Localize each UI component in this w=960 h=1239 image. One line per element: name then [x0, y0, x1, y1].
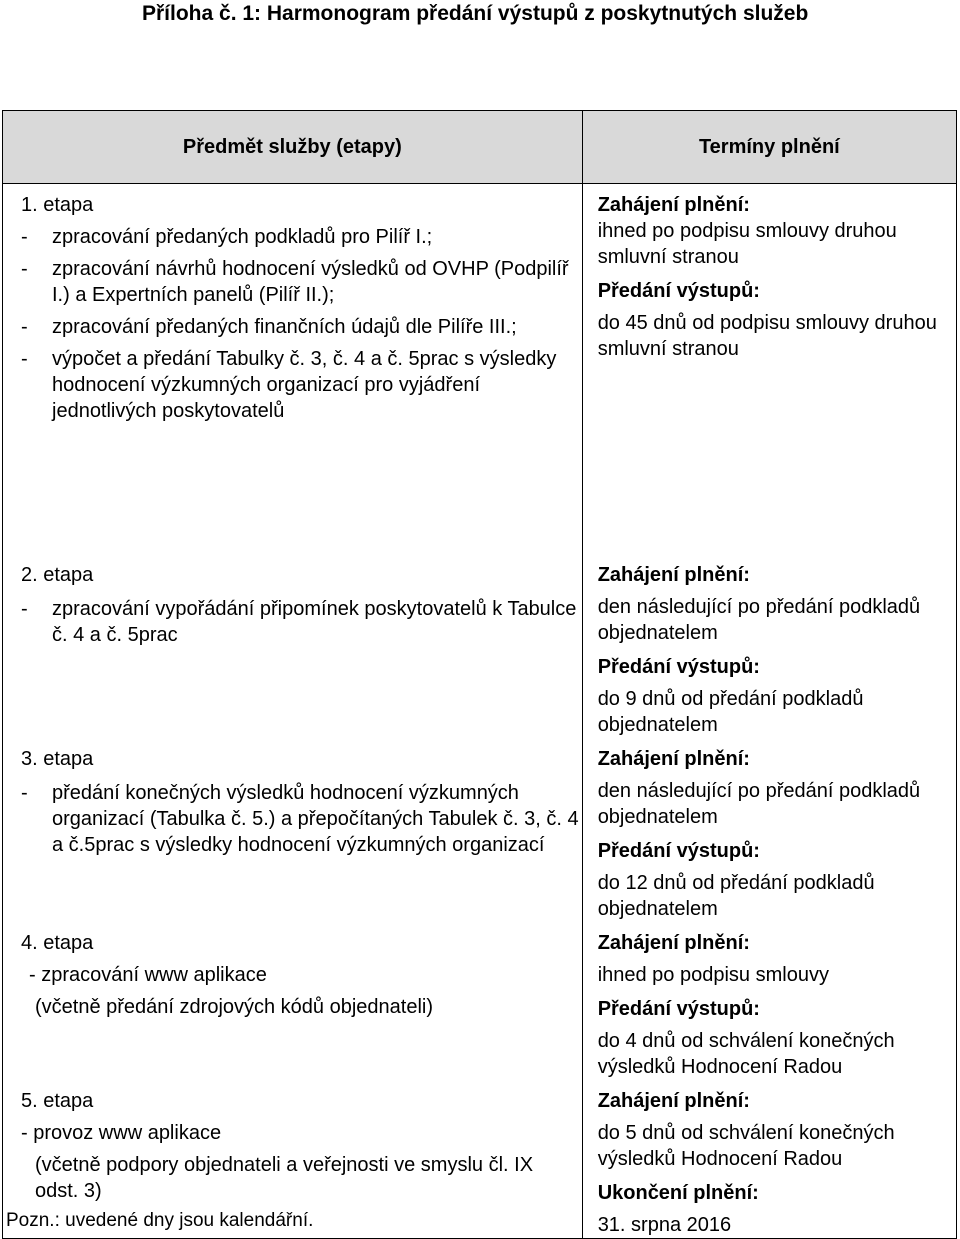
terms-4 [583, 930, 956, 1080]
terms-2 [583, 562, 956, 738]
list-item: - předání konečných výsledků hodnocení výzkumných organizací (Tabulka č. 5.) a přepočítaných Tabulek č. 3, č. 4 a č.5prac s výsledky hodnocení výzkumných organizací [21, 782, 579, 856]
term-value: 31. srpna 2016 [597, 1214, 732, 1236]
term-value: ihned po podpisu smlouvy druhou smluvní stranou [597, 220, 897, 268]
term-label: Zahájení plnění: [597, 194, 750, 216]
term-label: Předání výstupů: [597, 656, 760, 678]
term-label: Zahájení plnění: [597, 1090, 750, 1112]
stage-line: (včetně podpory objednateli a veřejnosti ve smyslu čl. IX odst. 3) [35, 1154, 534, 1202]
table-header-row [3, 111, 957, 184]
stage-line: - zpracování www aplikace [29, 964, 267, 986]
stage-1 [3, 192, 582, 424]
term-label: Předání výstupů: [597, 998, 760, 1020]
term-value: den následující po předání podkladů objednatelem [597, 596, 921, 644]
term-value: ihned po podpisu smlouvy [597, 964, 829, 986]
term-value: do 45 dnů od podpisu smlouvy druhou smluvní stranou [597, 312, 937, 360]
stage-4 [3, 930, 582, 1020]
term-label: Zahájení plnění: [597, 932, 750, 954]
footnote: Pozn.: uvedené dny jsou kalendářní. [6, 1210, 314, 1231]
term-label: Ukončení plnění: [597, 1182, 759, 1204]
list-item: - zpracování vypořádání připomínek poskytovatelů k Tabulce č. 4 a č. 5prac [21, 598, 577, 646]
stage-row-2 [3, 554, 957, 738]
stage-line: (včetně předání zdrojových kódů objednateli) [35, 996, 434, 1018]
terms-1 [583, 192, 956, 362]
stage-line: - provoz www aplikace [21, 1122, 222, 1144]
stage-title: 2. etapa [21, 564, 94, 586]
term-value: do 5 dnů od schválení konečných výsledků Hodnocení Radou [597, 1122, 895, 1170]
stage-title: 4. etapa [21, 932, 94, 954]
stage-row-4 [3, 922, 957, 1080]
document-title: Příloha č. 1: Harmonogram předání výstupů z poskytnutých služeb [142, 2, 809, 25]
term-value: do 4 dnů od schválení konečných výsledků Hodnocení Radou [597, 1030, 895, 1078]
list-item: - zpracování předaných podkladů pro Pilíř I.; [21, 226, 433, 248]
term-label: Předání výstupů: [597, 280, 760, 302]
stage-3 [3, 746, 582, 858]
stage-title: 5. etapa [21, 1090, 94, 1112]
header-terms: Termíny plnění [582, 111, 956, 184]
stage-2 [3, 562, 582, 648]
stage-row-3 [3, 738, 957, 922]
stage-title: 3. etapa [21, 748, 94, 770]
term-label: Zahájení plnění: [597, 748, 750, 770]
terms-5 [583, 1088, 956, 1238]
stage-5 [3, 1088, 582, 1204]
term-label: Zahájení plnění: [597, 564, 750, 586]
terms-3 [583, 746, 956, 922]
term-value: do 12 dnů od předání podkladů objednatelem [597, 872, 875, 920]
header-subject: Předmět služby (etapy) [3, 111, 583, 184]
term-value: den následující po předání podkladů objednatelem [597, 780, 921, 828]
stage-title: 1. etapa [21, 194, 94, 216]
list-item: - zpracování návrhů hodnocení výsledků od OVHP (Podpilíř I.) a Expertních panelů (Pilíř II.); [21, 258, 569, 306]
list-item: - zpracování předaných finančních údajů dle Pilíře III.; [21, 316, 517, 338]
term-value: do 9 dnů od předání podkladů objednatelem [597, 688, 864, 736]
term-label: Předání výstupů: [597, 840, 760, 862]
stage-row-1 [3, 184, 957, 555]
schedule-table [2, 110, 957, 1239]
list-item: - výpočet a předání Tabulky č. 3, č. 4 a č. 5prac s výsledky hodnocení výzkumných organizací pro vyjádření jednotlivých poskytovatelů [21, 348, 557, 422]
